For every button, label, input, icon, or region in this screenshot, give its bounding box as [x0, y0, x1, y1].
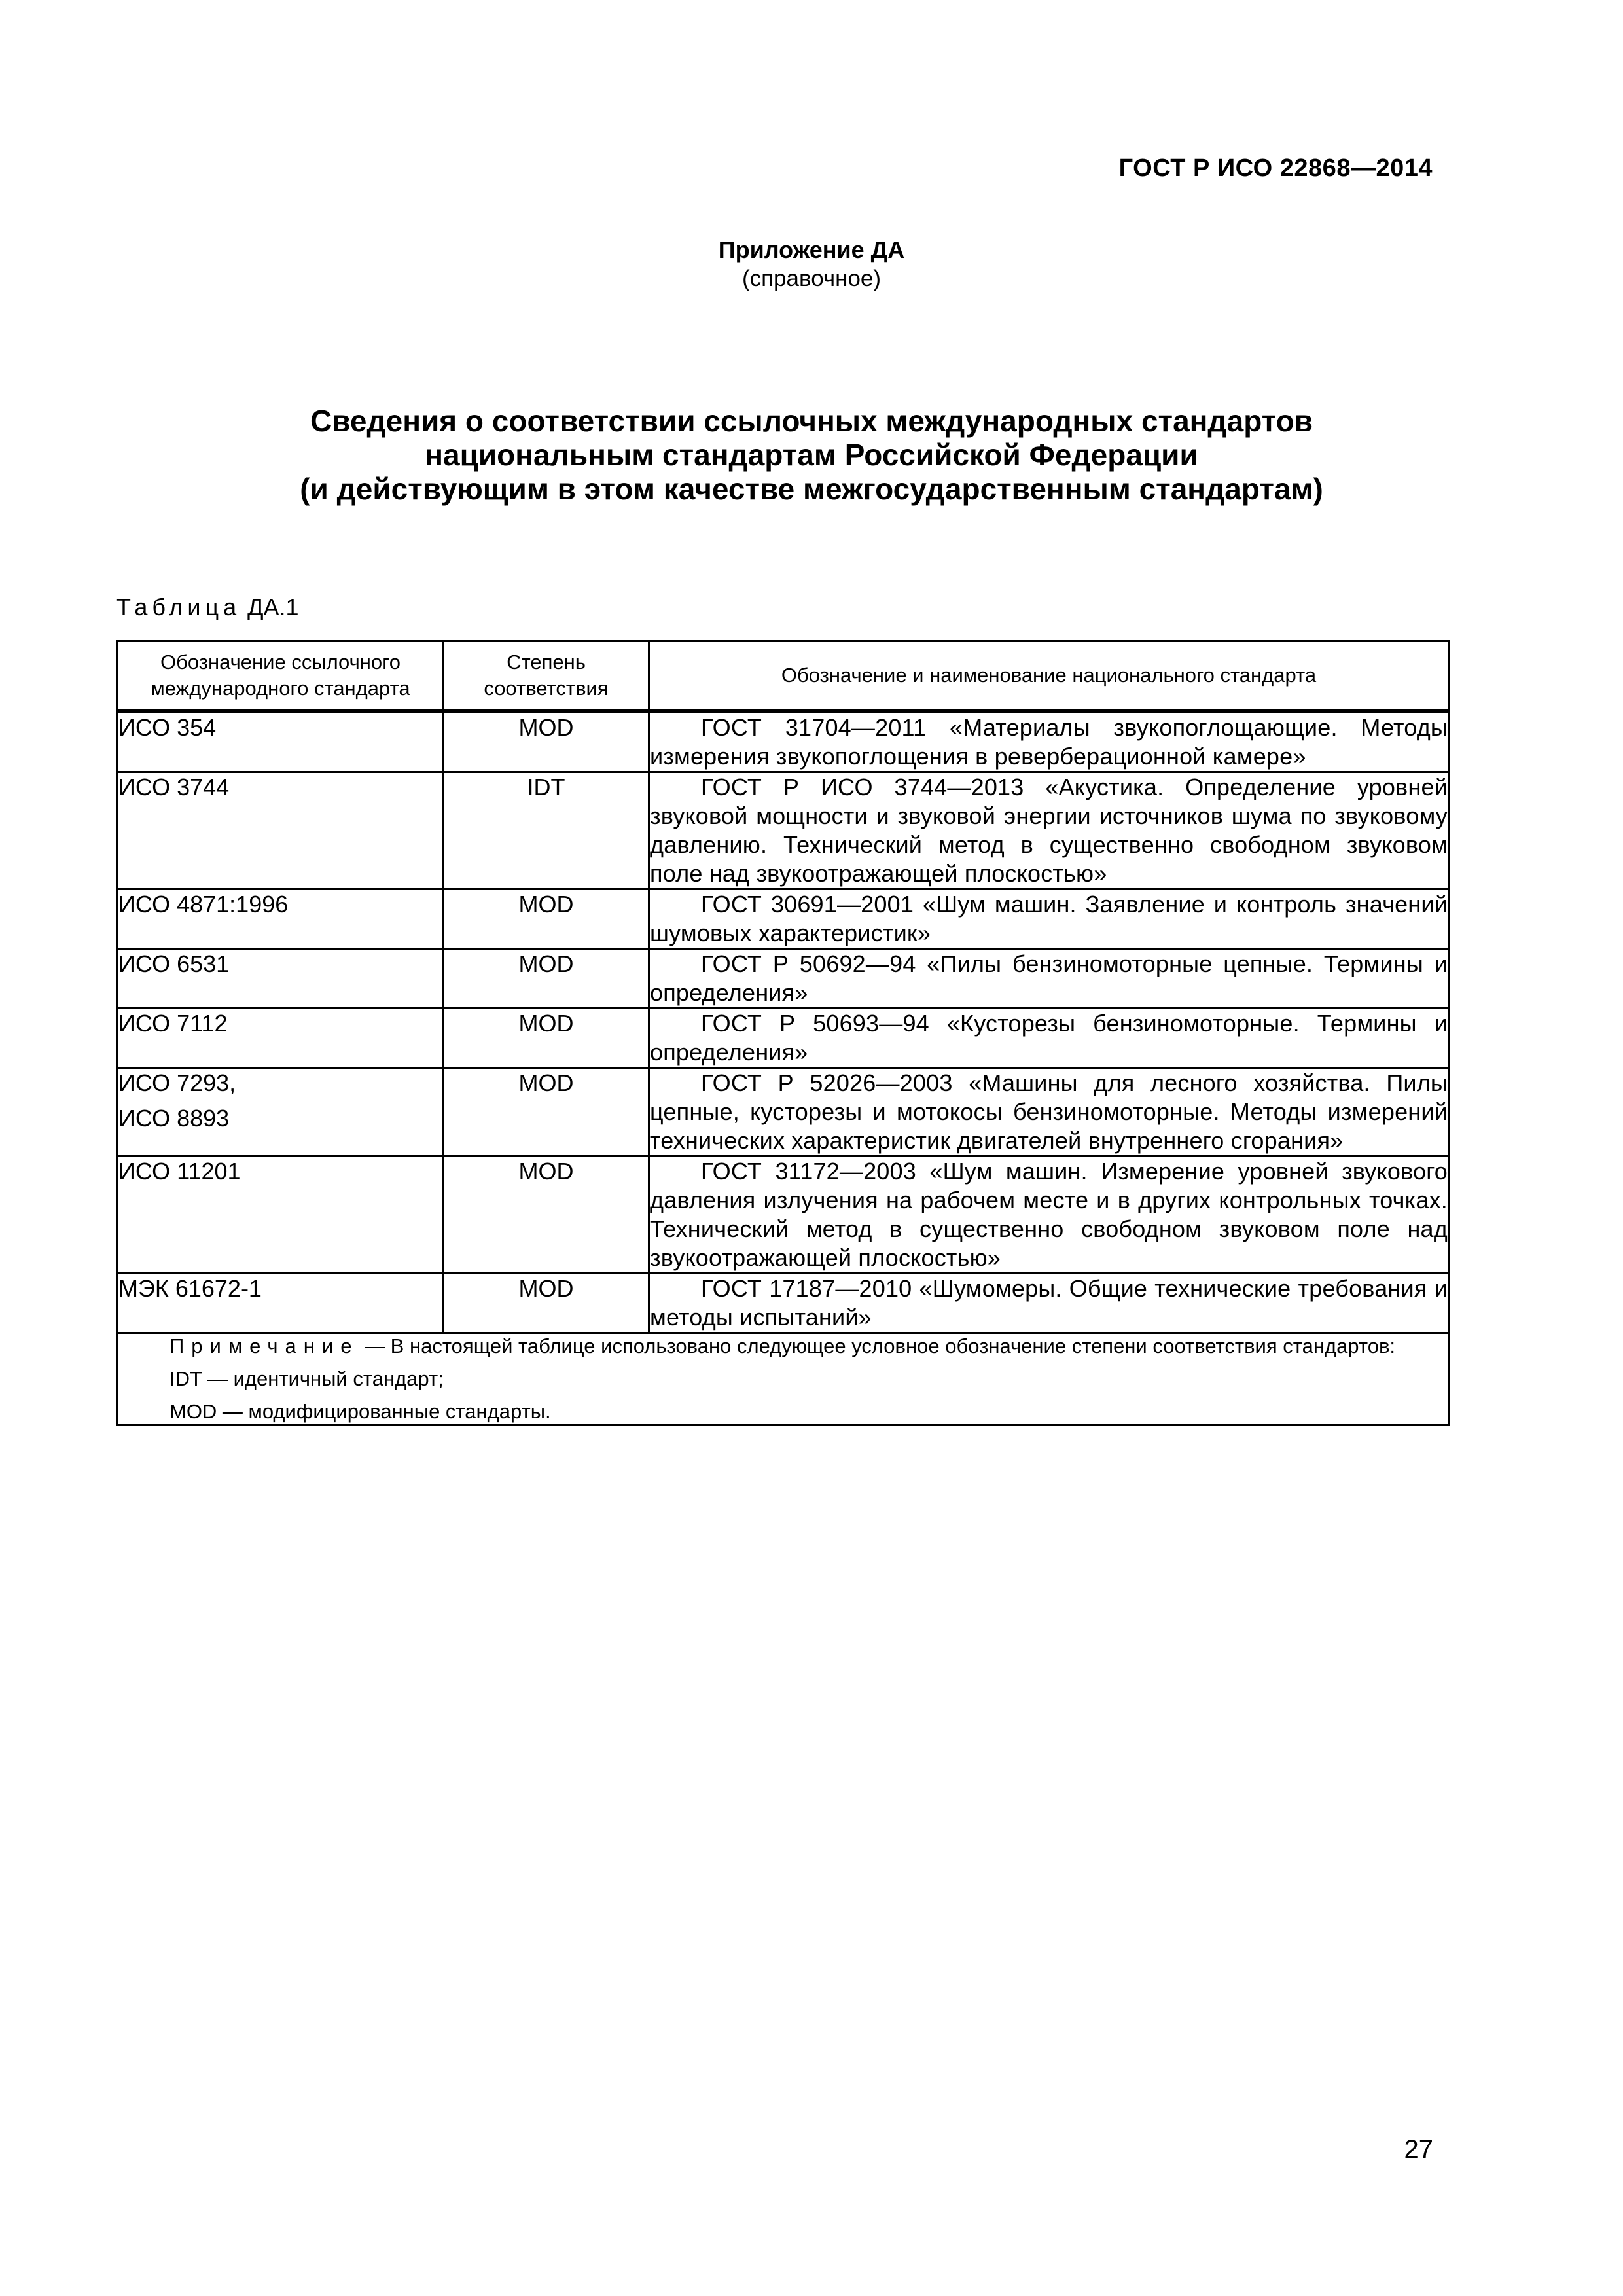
- degree-cell: MOD: [444, 949, 649, 1009]
- note-body: — В настоящей таблице использовано следующее условное обозначение степени соответствия стандартов:: [359, 1335, 1396, 1357]
- table-caption: [116, 594, 299, 621]
- degree-cell: MOD: [444, 1068, 649, 1157]
- national-standard-cell: ГОСТ 30691—2001 «Шум машин. Заявление и контроль значений шумовых характеристик»: [649, 889, 1449, 949]
- ref-standard-cell: [118, 949, 444, 1009]
- table-row: [118, 1274, 1449, 1333]
- national-standard-cell: ГОСТ Р 50692—94 «Пилы бензиномоторные цепные. Термины и определения»: [649, 949, 1449, 1009]
- table-header-row: [118, 641, 1449, 711]
- table-caption-number: ДА.1: [241, 594, 299, 620]
- table-note-row: [118, 1333, 1449, 1426]
- ref-standard: ИСО 11201: [118, 1158, 241, 1185]
- degree-cell: MOD: [444, 1157, 649, 1274]
- table-caption-label: Таблица: [116, 594, 241, 620]
- header-degree: Степень соответствия: [444, 641, 649, 711]
- ref-standard-cell: [118, 772, 444, 889]
- degree-cell: MOD: [444, 889, 649, 949]
- document-code: ГОСТ Р ИСО 22868—2014: [1118, 154, 1433, 182]
- ref-standard: МЭК 61672-1: [118, 1275, 262, 1302]
- degree-cell: MOD: [444, 711, 649, 772]
- ref-standard: ИСО 4871:1996: [118, 891, 289, 918]
- table-note: [118, 1333, 1449, 1426]
- degree-cell: MOD: [444, 1009, 649, 1068]
- table-row: [118, 772, 1449, 889]
- header-national-standard: Обозначение и наименование национального стандарта: [649, 641, 1449, 711]
- ref-standard: ИСО 7293,: [118, 1069, 236, 1096]
- ref-standard-cell: [118, 1157, 444, 1274]
- national-standard-cell: ГОСТ 17187—2010 «Шумомеры. Общие технические требования и методы испытаний»: [649, 1274, 1449, 1333]
- table-row: [118, 949, 1449, 1009]
- ref-standard: ИСО 354: [118, 714, 217, 741]
- ref-standard: ИСО 3744: [118, 774, 230, 800]
- table-row: [118, 1068, 1449, 1157]
- annex-title: Приложение ДА: [718, 236, 905, 263]
- header-ref-standard: Обозначение ссылочного международного стандарта: [118, 641, 444, 711]
- note-label: Примечание: [169, 1335, 359, 1357]
- ref-standard-cell: [118, 1009, 444, 1068]
- national-standard-cell: ГОСТ 31704—2011 «Материалы звукопоглощающие. Методы измерения звукопоглощения в реверберационной камере»: [649, 711, 1449, 772]
- degree-cell: IDT: [444, 772, 649, 889]
- section-title-line: (и действующим в этом качестве межгосударственным стандартам): [300, 472, 1323, 506]
- national-standard-cell: ГОСТ Р ИСО 3744—2013 «Акустика. Определение уровней звуковой мощности и звуковой энергии источников шума по звуковому давлению. Технический метод в существенно свободном звуковом поле над звукоотражающей плоскостью»: [649, 772, 1449, 889]
- degree-cell: MOD: [444, 1274, 649, 1333]
- ref-standard: ИСО 6531: [118, 950, 230, 977]
- ref-standard-cell: [118, 1274, 444, 1333]
- national-standard-cell: ГОСТ 31172—2003 «Шум машин. Измерение уровней звукового давления излучения на рабочем месте и в других контрольных точках. Технический метод в существенно свободном звуковом поле над звукоотражающей плоскостью»: [649, 1157, 1449, 1274]
- note-mod: MOD — модифицированные стандарты.: [169, 1400, 551, 1423]
- section-title-line: национальным стандартам Российской Федерации: [425, 438, 1198, 472]
- table-row: [118, 1157, 1449, 1274]
- ref-standard-cell: [118, 711, 444, 772]
- ref-standard: ИСО 7112: [118, 1010, 228, 1037]
- annex-subtitle: (справочное): [741, 266, 882, 291]
- note-idt: IDT — идентичный стандарт;: [169, 1367, 444, 1390]
- national-standard-cell: ГОСТ Р 52026—2003 «Машины для лесного хозяйства. Пилы цепные, кусторезы и мотокосы бензиномоторные. Методы измерений технических характеристик двигателей внутреннего сгорания»: [649, 1068, 1449, 1157]
- ref-standard: ИСО 8893: [118, 1105, 230, 1132]
- correspondence-table: [116, 640, 1450, 1426]
- section-title-line: Сведения о соответствии ссылочных международных стандартов: [310, 404, 1313, 438]
- annex-heading: [0, 236, 1623, 293]
- page-number: 27: [1404, 2135, 1433, 2164]
- note-text: [118, 1334, 1448, 1359]
- table-row: [118, 1009, 1449, 1068]
- ref-standard-cell: [118, 889, 444, 949]
- ref-standard-cell: [118, 1068, 444, 1157]
- table-row: [118, 889, 1449, 949]
- table-row: [118, 711, 1449, 772]
- section-title: [0, 404, 1623, 506]
- national-standard-cell: ГОСТ Р 50693—94 «Кусторезы бензиномоторные. Термины и определения»: [649, 1009, 1449, 1068]
